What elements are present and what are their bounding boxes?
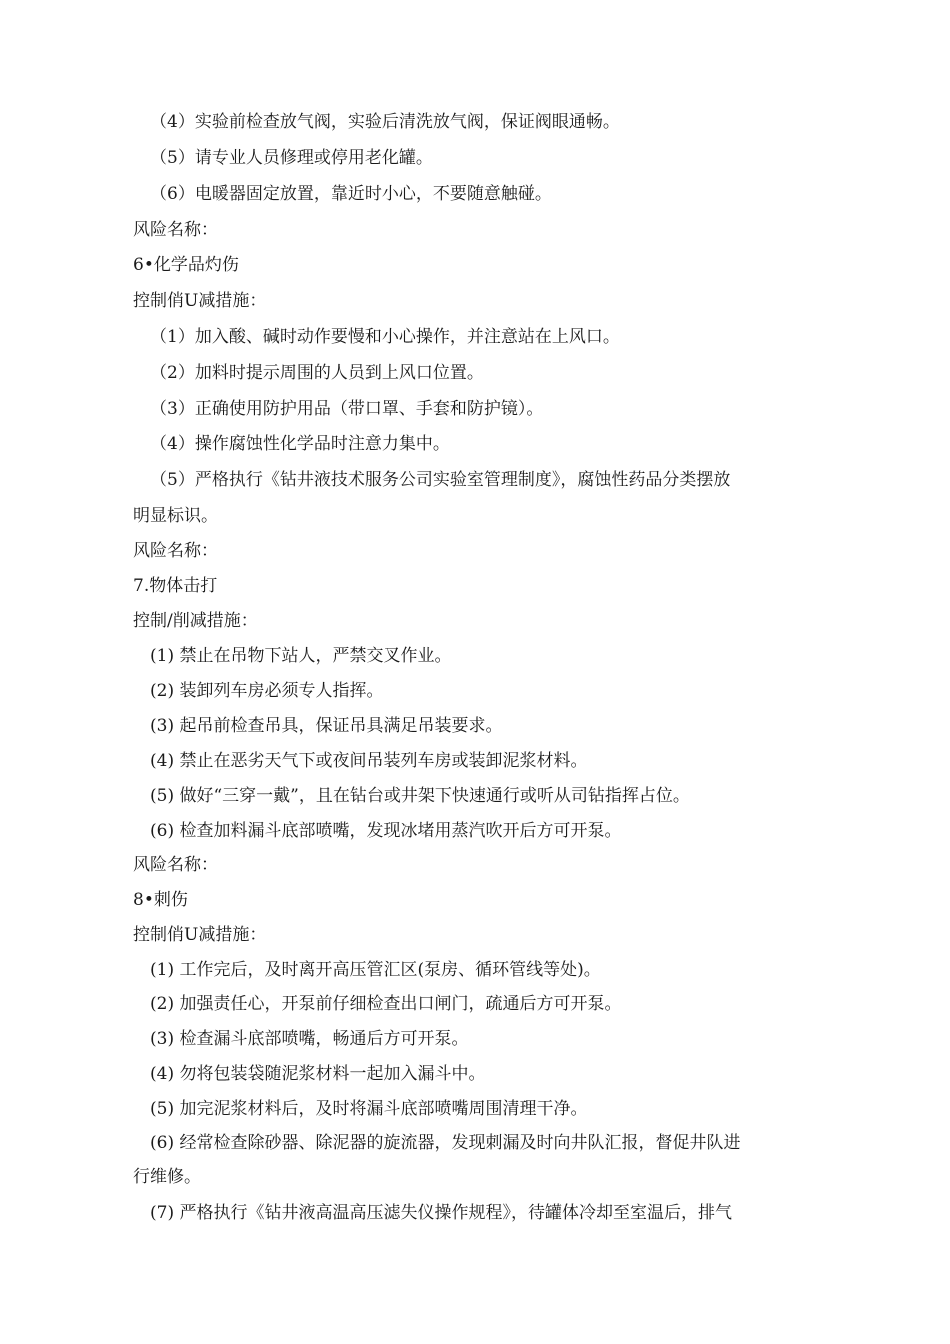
text-line: （4）实验前检查放气阀，实验后清洗放气阀，保证阀眼通畅。	[150, 112, 620, 132]
text-line: 控制俏U减措施：	[133, 291, 267, 311]
text-line: (3) 起吊前检查吊具，保证吊具满足吊装要求。	[150, 716, 503, 736]
text-line: (4) 禁止在恶劣天气下或夜间吊装列车房或装卸泥浆材料。	[150, 751, 588, 771]
text-line: （5）请专业人员修理或停用老化罐。	[150, 148, 433, 168]
text-line: (5) 做好“三穿一戴”，且在钻台或井架下快速通行或听从司钻指挥占位。	[150, 786, 690, 806]
section-heading: 7.物体击打	[133, 576, 218, 596]
text-line: (2) 加强责任心，开泵前仔细检查出口闸门，疏通后方可开泵。	[150, 994, 622, 1014]
text-line: (6) 检查加料漏斗底部喷嘴，发现冰堵用蒸汽吹开后方可开泵。	[150, 821, 622, 841]
text-line: (1) 工作完后，及时离开高压管汇区(泵房、循环管线等处)。	[150, 960, 601, 980]
text-line: (3) 检查漏斗底部喷嘴，畅通后方可开泵。	[150, 1029, 469, 1049]
text-line: 控制俏U减措施：	[133, 925, 267, 945]
section-heading: 6•化学品灼伤	[133, 255, 239, 275]
text-line: 风险名称：	[133, 541, 218, 561]
text-line: (1) 禁止在吊物下站人，严禁交叉作业。	[150, 646, 452, 666]
text-line: （4）操作腐蚀性化学品时注意力集中。	[150, 434, 450, 454]
text-line: (2) 装卸列车房必须专人指挥。	[150, 681, 384, 701]
text-line: (7) 严格执行《钻井液高温高压滤失仪操作规程》，待罐体冷却至室温后，排气	[150, 1203, 732, 1223]
text-line: （3）正确使用防护用品（带口罩、手套和防护镜）。	[150, 399, 544, 419]
text-line: (4) 勿将包装袋随泥浆材料一起加入漏斗中。	[150, 1064, 486, 1084]
text-line: (6) 经常检查除砂器、除泥器的旋流器，发现刺漏及时向井队汇报，督促井队进	[150, 1133, 741, 1153]
text-line: 控制/削减措施：	[133, 611, 258, 631]
text-line: （2）加料时提示周围的人员到上风口位置。	[150, 363, 484, 383]
text-line: (5) 加完泥浆材料后，及时将漏斗底部喷嘴周围清理干净。	[150, 1099, 588, 1119]
text-line: 风险名称：	[133, 855, 218, 875]
text-line: 明显标识。	[133, 506, 218, 526]
text-line: （1）加入酸、碱时动作要慢和小心操作，并注意站在上风口。	[150, 327, 620, 347]
text-line: （5）严格执行《钻井液技术服务公司实验室管理制度》，腐蚀性药品分类摆放	[150, 470, 731, 490]
text-line: （6）电暖器固定放置，靠近时小心，不要随意触碰。	[150, 184, 552, 204]
section-heading: 8•刺伤	[133, 890, 188, 910]
text-line: 风险名称：	[133, 220, 218, 240]
text-line: 行维修。	[133, 1167, 201, 1187]
